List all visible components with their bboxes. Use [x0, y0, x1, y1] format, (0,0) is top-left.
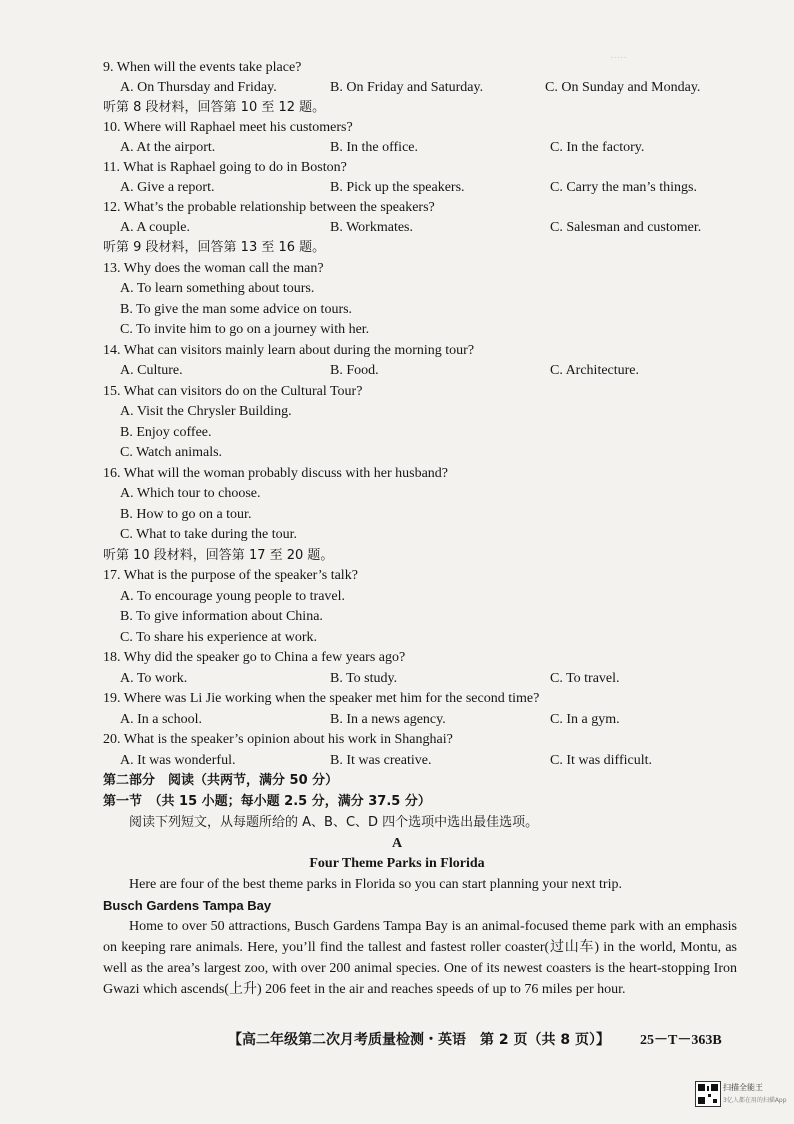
scanner-watermark: 扫描全能王 — [723, 1083, 763, 1092]
option-c: C. To invite him to go on a journey with her. — [120, 322, 370, 337]
question-18-options — [0, 668, 794, 689]
option-b: B. To study. — [330, 671, 398, 686]
bleed-through-mark: ····· — [610, 52, 627, 63]
option-a: A. Culture. — [120, 363, 183, 378]
passage-intro: Here are four of the best theme parks in Florida so you can start planning your next trip. — [129, 877, 622, 892]
question-11: 11. What is Raphael going to do in Boston? — [103, 160, 347, 175]
option-a: A. At the airport. — [120, 140, 216, 155]
question-19: 19. Where was Li Jie working when the speaker met him for the second time? — [103, 691, 540, 706]
option-c: C. To share his experience at work. — [120, 630, 318, 645]
section-heading-8: 听第 8 段材料，回答第 10 至 12 题。 — [103, 100, 326, 115]
option-c: C. On Sunday and Monday. — [545, 80, 701, 95]
option-a: A. A couple. — [120, 220, 190, 235]
option-a: A. Which tour to choose. — [120, 486, 261, 501]
option-a: A. Visit the Chrysler Building. — [120, 404, 292, 419]
option-b: B. In a news agency. — [330, 712, 446, 727]
question-10: 10. Where will Raphael meet his customers? — [103, 120, 353, 135]
exam-code: 25－T－363B — [640, 1033, 722, 1048]
question-17: 17. What is the purpose of the speaker’s talk? — [103, 568, 358, 583]
park-paragraph: Home to over 50 attractions, Busch Gardens Tampa Bay is an animal-focused theme park with an emphasis on keeping rare animals. Here, you’ll find the tallest and fastest roller coaster(过山车) in the world, Montu, as well as the area’s largest zoo, with over 200 animal species. One of its newest coasters is the heart-stopping Iron Gwazi which ascends(上升) 206 feet in the air and reaches speeds of up to 76 miles per hour. — [103, 919, 737, 997]
option-c: C. Architecture. — [550, 363, 640, 378]
option-b: B. Enjoy coffee. — [120, 425, 212, 440]
option-a: A. To work. — [120, 671, 188, 686]
question-18: 18. Why did the speaker go to China a few years ago? — [103, 650, 406, 665]
question-12: 12. What’s the probable relationship between the speakers? — [103, 200, 435, 215]
option-a: A. On Thursday and Friday. — [120, 80, 277, 95]
option-a: A. To learn something about tours. — [120, 281, 315, 296]
question-14: 14. What can visitors mainly learn about during the morning tour? — [103, 343, 475, 358]
section-one-heading: 第一节 （共 15 小题；每小题 2.5 分，满分 37.5 分） — [103, 794, 431, 809]
page-footer: 【高二年级第二次月考质量检测・英语 第 2 页（共 8 页）】 — [228, 1032, 610, 1048]
section-heading-9: 听第 9 段材料，回答第 13 至 16 题。 — [103, 240, 326, 255]
question-10-options — [0, 137, 794, 158]
reading-instruction: 阅读下列短文，从每题所给的 A、B、C、D 四个选项中选出最佳选项。 — [129, 815, 539, 830]
option-b: B. Pick up the speakers. — [330, 180, 465, 195]
qr-code-icon — [695, 1081, 721, 1107]
option-b: B. In the office. — [330, 140, 418, 155]
option-c: C. Watch animals. — [120, 445, 223, 460]
question-20: 20. What is the speaker’s opinion about his work in Shanghai? — [103, 732, 453, 747]
option-a: A. Give a report. — [120, 180, 215, 195]
passage-letter: A — [391, 836, 403, 851]
option-c: C. In a gym. — [550, 712, 620, 727]
option-b: B. It was creative. — [330, 753, 432, 768]
question-text: 9. When will the events take place? — [103, 60, 302, 75]
question-15: 15. What can visitors do on the Cultural Tour? — [103, 384, 363, 399]
option-c: C. In the factory. — [550, 140, 645, 155]
question-9 — [0, 57, 794, 78]
option-b: B. To give the man some advice on tours. — [120, 302, 353, 317]
option-c: C. To travel. — [550, 671, 620, 686]
option-c: C. What to take during the tour. — [120, 527, 298, 542]
scanner-watermark-sub: 3亿人都在用的扫描App — [723, 1097, 787, 1104]
question-9-options — [0, 77, 794, 98]
question-19-options — [0, 709, 794, 730]
option-b: B. Food. — [330, 363, 379, 378]
part-two-heading: 第二部分 阅读（共两节，满分 50 分） — [103, 773, 339, 788]
question-11-options — [0, 177, 794, 198]
park-heading: Busch Gardens Tampa Bay — [103, 898, 272, 913]
option-c: C. It was difficult. — [550, 753, 653, 768]
passage-title: Four Theme Parks in Florida — [309, 856, 485, 871]
option-c: C. Salesman and customer. — [550, 220, 702, 235]
section-heading-10: 听第 10 段材料，回答第 17 至 20 题。 — [103, 548, 334, 563]
option-b: B. How to go on a tour. — [120, 507, 252, 522]
question-16: 16. What will the woman probably discuss with her husband? — [103, 466, 449, 481]
option-a: A. To encourage young people to travel. — [120, 589, 346, 604]
option-a: A. It was wonderful. — [120, 753, 236, 768]
question-12-options — [0, 217, 794, 238]
option-b: B. Workmates. — [330, 220, 413, 235]
question-14-options — [0, 360, 794, 381]
question-20-options — [0, 750, 794, 771]
option-b: B. On Friday and Saturday. — [330, 80, 484, 95]
option-b: B. To give information about China. — [120, 609, 323, 624]
option-a: A. In a school. — [120, 712, 203, 727]
question-13: 13. Why does the woman call the man? — [103, 261, 324, 276]
option-c: C. Carry the man’s things. — [550, 180, 697, 195]
